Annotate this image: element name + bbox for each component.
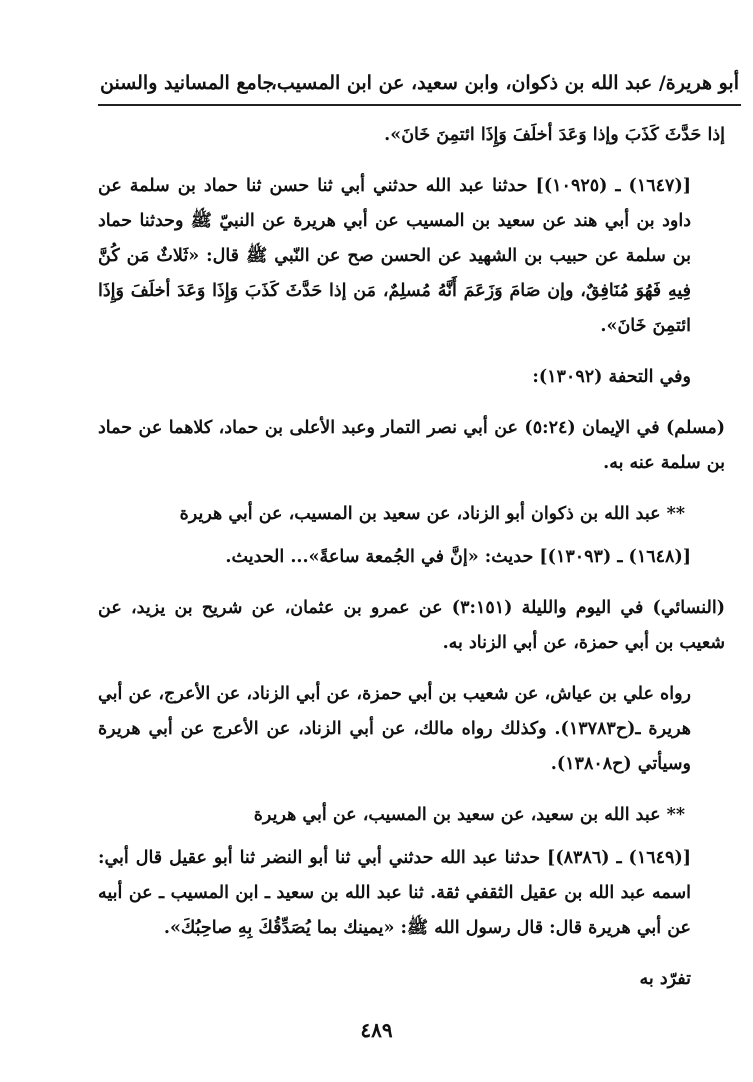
paragraph: رواه علي بن عياش، عن شعيب بن أبي حمزة، عن أبي الزناد، عن الأعرج، عن أبي هريرة ـ(ح١٣٧٨٣). وكذلك رواه مالك، عن أبي الزناد، عن الأعرج عن أبي هريرة وسيأتي (ح١٣٨٠٨). <box>98 684 691 774</box>
section-heading: ** عبد الله بن سعيد، عن سعيد بن المسيب، عن أبي هريرة <box>253 805 685 825</box>
paragraph: (مسلم) في الإيمان (٥:٢٤) عن أبي نصر التمار وعبد الأعلى بن حماد، كلاهما عن حماد بن سلمة عنه به. <box>98 418 726 473</box>
paragraph: (النسائي) في اليوم والليلة (٣:١٥١) عن عمرو بن عثمان، عن شريح بن يزيد، عن شعيب بن أبي حمزة، عن أبي الزناد به. <box>98 598 725 653</box>
section-heading: ** عبد الله بن ذكوان أبو الزناد، عن سعيد بن المسيب، عن أبي هريرة <box>179 504 685 524</box>
page-body <box>98 118 725 997</box>
page-number: ٤٨٩ <box>360 1018 393 1042</box>
paragraph: وفي التحفة (١٣٠٩٢): <box>532 367 691 387</box>
hadith-paragraph: [(١٦٤٧) ـ (١٠٩٢٥)] حدثنا عبد الله حدثني أبي ثنا حسن ثنا حماد بن سلمة عن داود بن أبي هند عن سعيد بن المسيب عن أبي هريرة عن النبيّ ﷺ وحدثنا حماد بن سلمة عن حبيب بن الشهيد عن الحسن صح عن النّبي ﷺ قال: «ثَلاثٌ مَن كُنَّ فِيهِ فَهُوَ مُنَافِقٌ، وإن صَامَ وَزَعَمَ أَنَّهُ مُسلِمٌ، مَن إذا حَدَّثَ كَذَبَ وَإِذَا وَعَدَ أخلَفَ وَإِذَا ائتمِنَ خَانَ». <box>98 176 692 336</box>
hadith-paragraph: [(١٦٤٨) ـ (١٣٠٩٣)] حديث: «إنَّ في الجُمعة ساعةً»... الحديث. <box>225 547 691 567</box>
paragraph: تفرّد به <box>639 969 691 989</box>
running-header-title: أبو هريرة/ عبد الله بن ذكوان، وابن سعيد، عن ابن المسيب، <box>270 72 739 94</box>
paragraph: إذا حَدَّثَ كَذَبَ وإذا وَعَدَ أخلَفَ وَإِذَا ائتمِنَ خَانَ». <box>384 125 725 145</box>
hadith-paragraph: [(١٦٤٩) ـ (٨٣٨٦)] حدثنا عبد الله حدثني أبي ثنا أبو النضر ثنا أبو عقيل قال أبي: اسمه عبد الله بن عقيل الثقفي ثقة. ثنا عبد الله بن سعيد ـ ابن المسيب ـ عن أبيه عن أبي هريرة قال: قال رسول الله ﷺ: «يمينك بما يُصَدِّقُكَ بِهِ صاحِبُكَ». <box>98 848 691 938</box>
running-header-book-title: جامع المسانيد والسنن <box>100 72 275 94</box>
header-rule <box>98 104 741 106</box>
